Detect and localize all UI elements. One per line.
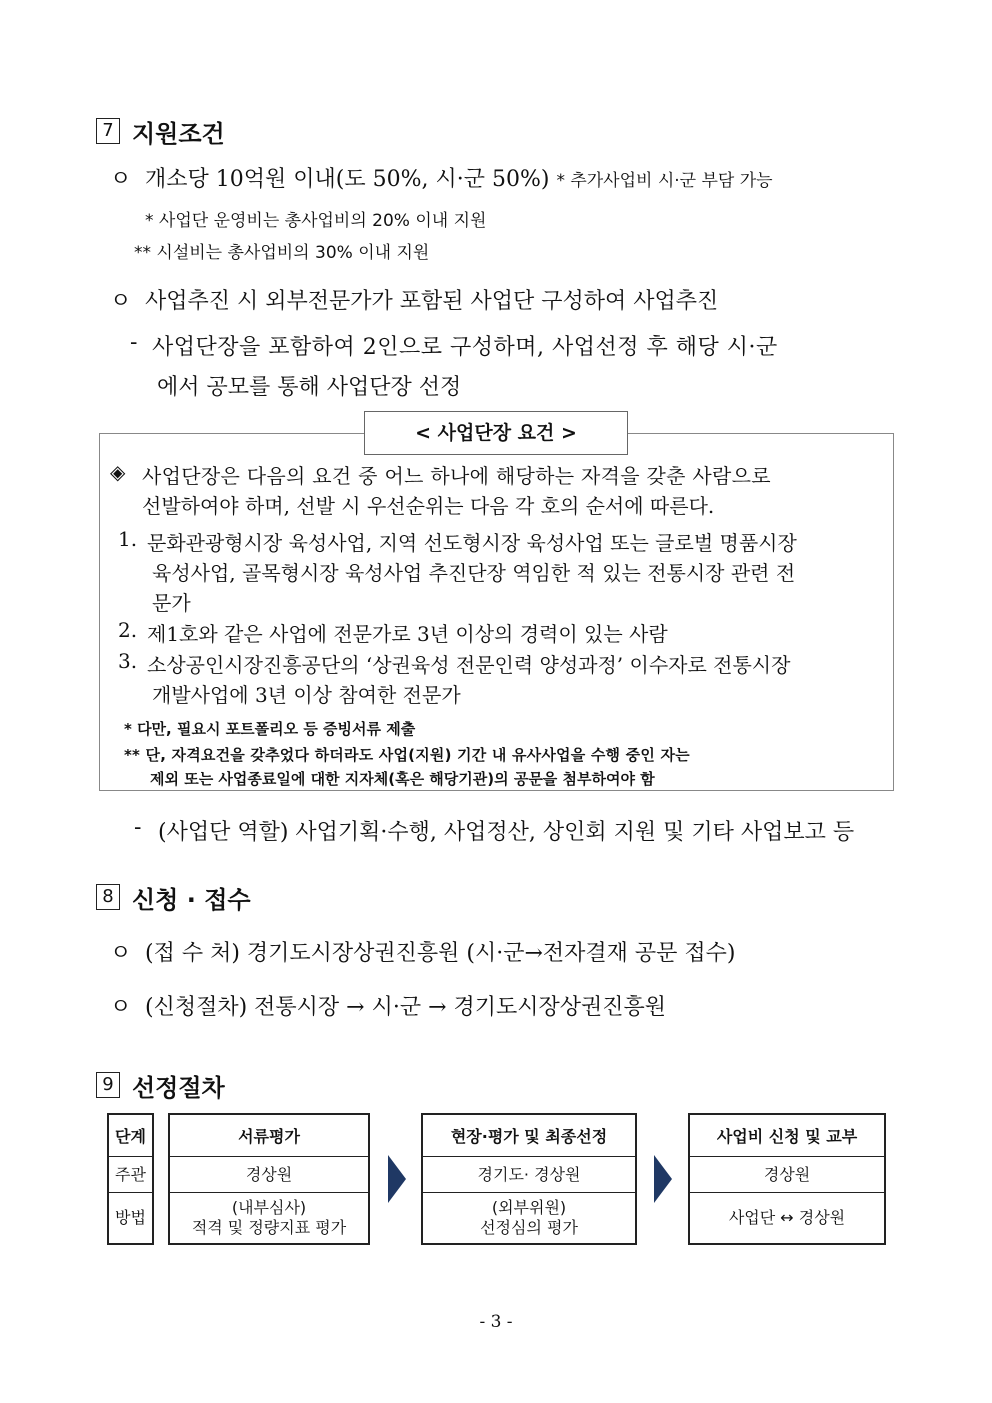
dash-text: 에서 공모를 통해 사업단장 선정 [157,375,462,400]
box-note: * 다만, 필요시 포트폴리오 등 증빙서류 제출 [124,720,416,738]
list-item: 소상공인시장진흥공단의 ‘상권육성 전문인력 양성과정’ 이수자로 전통시장 [147,653,791,677]
box-note: ** 단, 자격요건을 갖추었다 하더라도 사업(지원) 기간 내 유사사업을 수행 중인 자는 [124,746,690,764]
label-host: 주관 [109,1157,152,1193]
step-host: 경상원 [690,1157,884,1193]
list-number: 1. [118,527,138,551]
section-number: 8 [96,884,120,910]
flow-arrow-icon [388,1155,406,1203]
flow-step [421,1113,637,1245]
dash-text: (사업단 역할) 사업기획·수행, 사업정산, 상인회 지원 및 기타 사업보고 등 [158,820,855,845]
section-number: 7 [96,118,120,144]
list-item: 개발사업에 3년 이상 참여한 전문가 [152,683,461,707]
section-title: 지원조건 [132,120,225,148]
step-stage: 현장·평가 및 최종선정 [423,1115,635,1157]
bullet-text: 사업추진 시 외부전문가가 포함된 사업단 구성하여 사업추진 [145,289,719,314]
step-method: 사업단 ↔ 경상원 [728,1208,846,1227]
bullet-icon: ㅇ [110,289,132,314]
dash-text: 사업단장을 포함하여 2인으로 구성하며, 사업선정 후 해당 시·군 [152,335,778,360]
requirements-box-title: < 사업단장 요건 > [364,411,628,455]
flow-arrow-icon [654,1155,672,1203]
list-item: 제1호와 같은 사업에 전문가로 3년 이상의 경력이 있는 사람 [147,622,668,646]
bullet-icon: ㅇ [110,941,132,966]
bullet-icon: ㅇ [110,167,132,192]
step-host: 경기도· 경상원 [423,1157,635,1193]
list-number: 3. [118,649,138,673]
list-item: 문가 [152,591,191,615]
flow-label-column [107,1113,154,1245]
page-number: - 3 - [479,1312,513,1332]
section-title: 선정절차 [132,1074,225,1102]
section-title: 신청 · 접수 [132,886,251,914]
flow-step [168,1113,370,1245]
step-method: (내부심사) 적격 및 정량지표 평가 [191,1198,347,1237]
box-intro: 사업단장은 다음의 요건 중 어느 하나에 해당하는 자격을 갖춘 사람으로 [142,464,771,488]
list-item: 문화관광형시장 육성사업, 지역 선도형시장 육성사업 또는 글로벌 명품시장 [147,531,797,555]
sub-note: ** 시설비는 총사업비의 30% 이내 지원 [134,243,430,263]
list-item: 육성사업, 골목형시장 육성사업 추진단장 역임한 적 있는 전통시장 관련 전 [152,561,796,585]
flow-step [688,1113,886,1245]
step-method: (외부위원) 선정심의 평가 [480,1198,578,1237]
bullet-text: 개소당 10억원 이내(도 50%, 시·군 50%) * 추가사업비 시·군 부담 가능 [145,167,773,192]
diamond-icon: ◈ [110,460,126,484]
bullet-text: (신청절차) 전통시장 → 시·군 → 경기도시장상권진흥원 [145,995,667,1020]
dash-icon: - [130,330,138,355]
section-number: 9 [96,1072,120,1098]
label-method: 방법 [115,1208,146,1227]
list-number: 2. [118,618,138,642]
bullet-text: (접 수 처) 경기도시장상권진흥원 (시·군→전자결재 공문 접수) [145,941,736,966]
step-host: 경상원 [170,1157,368,1193]
bullet-icon: ㅇ [110,995,132,1020]
step-stage: 서류평가 [170,1115,368,1157]
dash-icon: - [134,815,142,840]
box-note: 제외 또는 사업종료일에 대한 지자체(혹은 해당기관)의 공문을 첨부하여야 함 [150,770,655,788]
label-stage: 단계 [109,1115,152,1157]
step-stage: 사업비 신청 및 교부 [690,1115,884,1157]
box-intro: 선발하여야 하며, 선발 시 우선순위는 다음 각 호의 순서에 따른다. [142,494,715,518]
sub-note: * 사업단 운영비는 총사업비의 20% 이내 지원 [145,211,487,231]
